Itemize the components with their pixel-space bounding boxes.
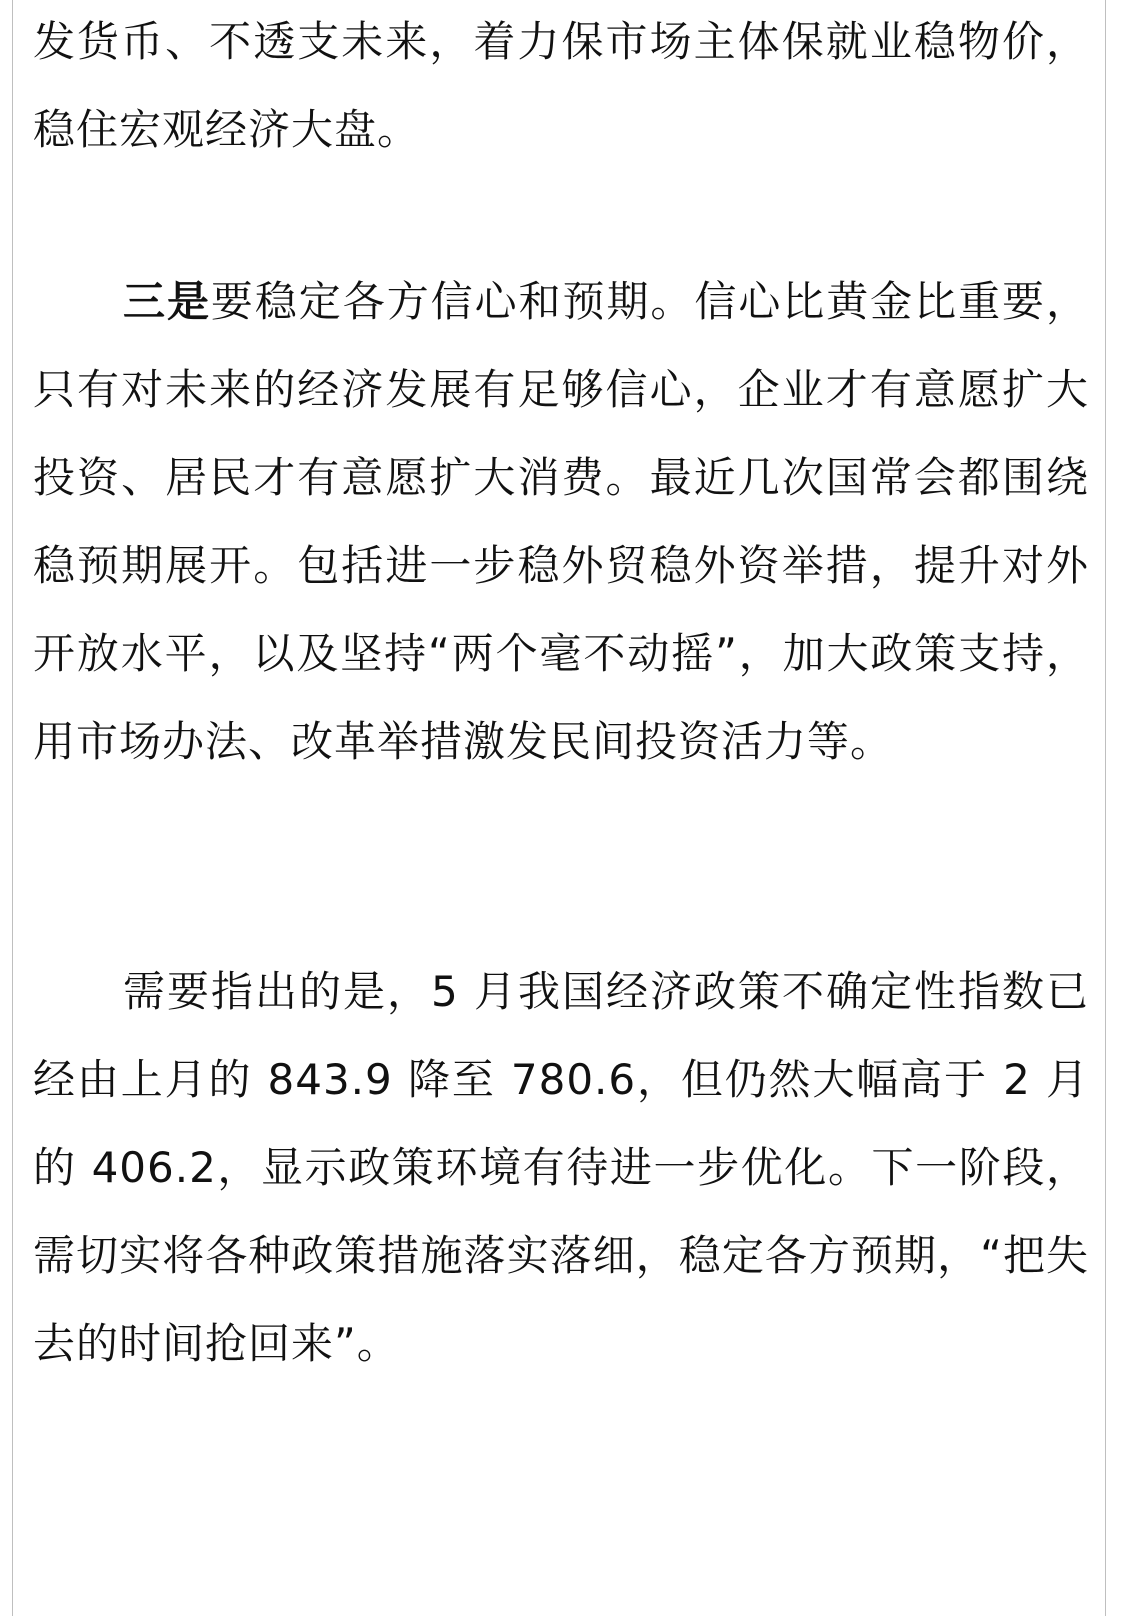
document-page — [12, 0, 1106, 1616]
paragraph-1-text: 发货币、不透支未来，着力保市场主体保就业稳物价，稳住宏观经济大盘。 — [33, 17, 1089, 154]
paragraph-2-text: 要稳定各方信心和预期。信心比黄金比重要，只有对未来的经济发展有足够信心，企业才有意愿扩大投资、居民才有意愿扩大消费。最近几次国常会都围绕稳预期展开。包括进一步稳外贸稳外资举措，提升对外开放水平，以及坚持“两个毫不动摇”，加大政策支持，用市场办法、改革举措激发民间投资活力等。 — [33, 277, 1089, 766]
paragraph-continuation — [33, 0, 1089, 174]
paragraph-policy-uncertainty — [33, 948, 1089, 1388]
paragraph-stabilize-expectations — [33, 258, 1089, 786]
paragraph-2-lead: 三是 — [123, 277, 211, 326]
paragraph-3-text: 需要指出的是，5 月我国经济政策不确定性指数已经由上月的 843.9 降至 780.6，但仍然大幅高于 2 月的 406.2，显示政策环境有待进一步优化。下一阶段，需切实将各种政策措施落实落细，稳定各方预期，“把失去的时间抢回来”。 — [33, 967, 1089, 1368]
